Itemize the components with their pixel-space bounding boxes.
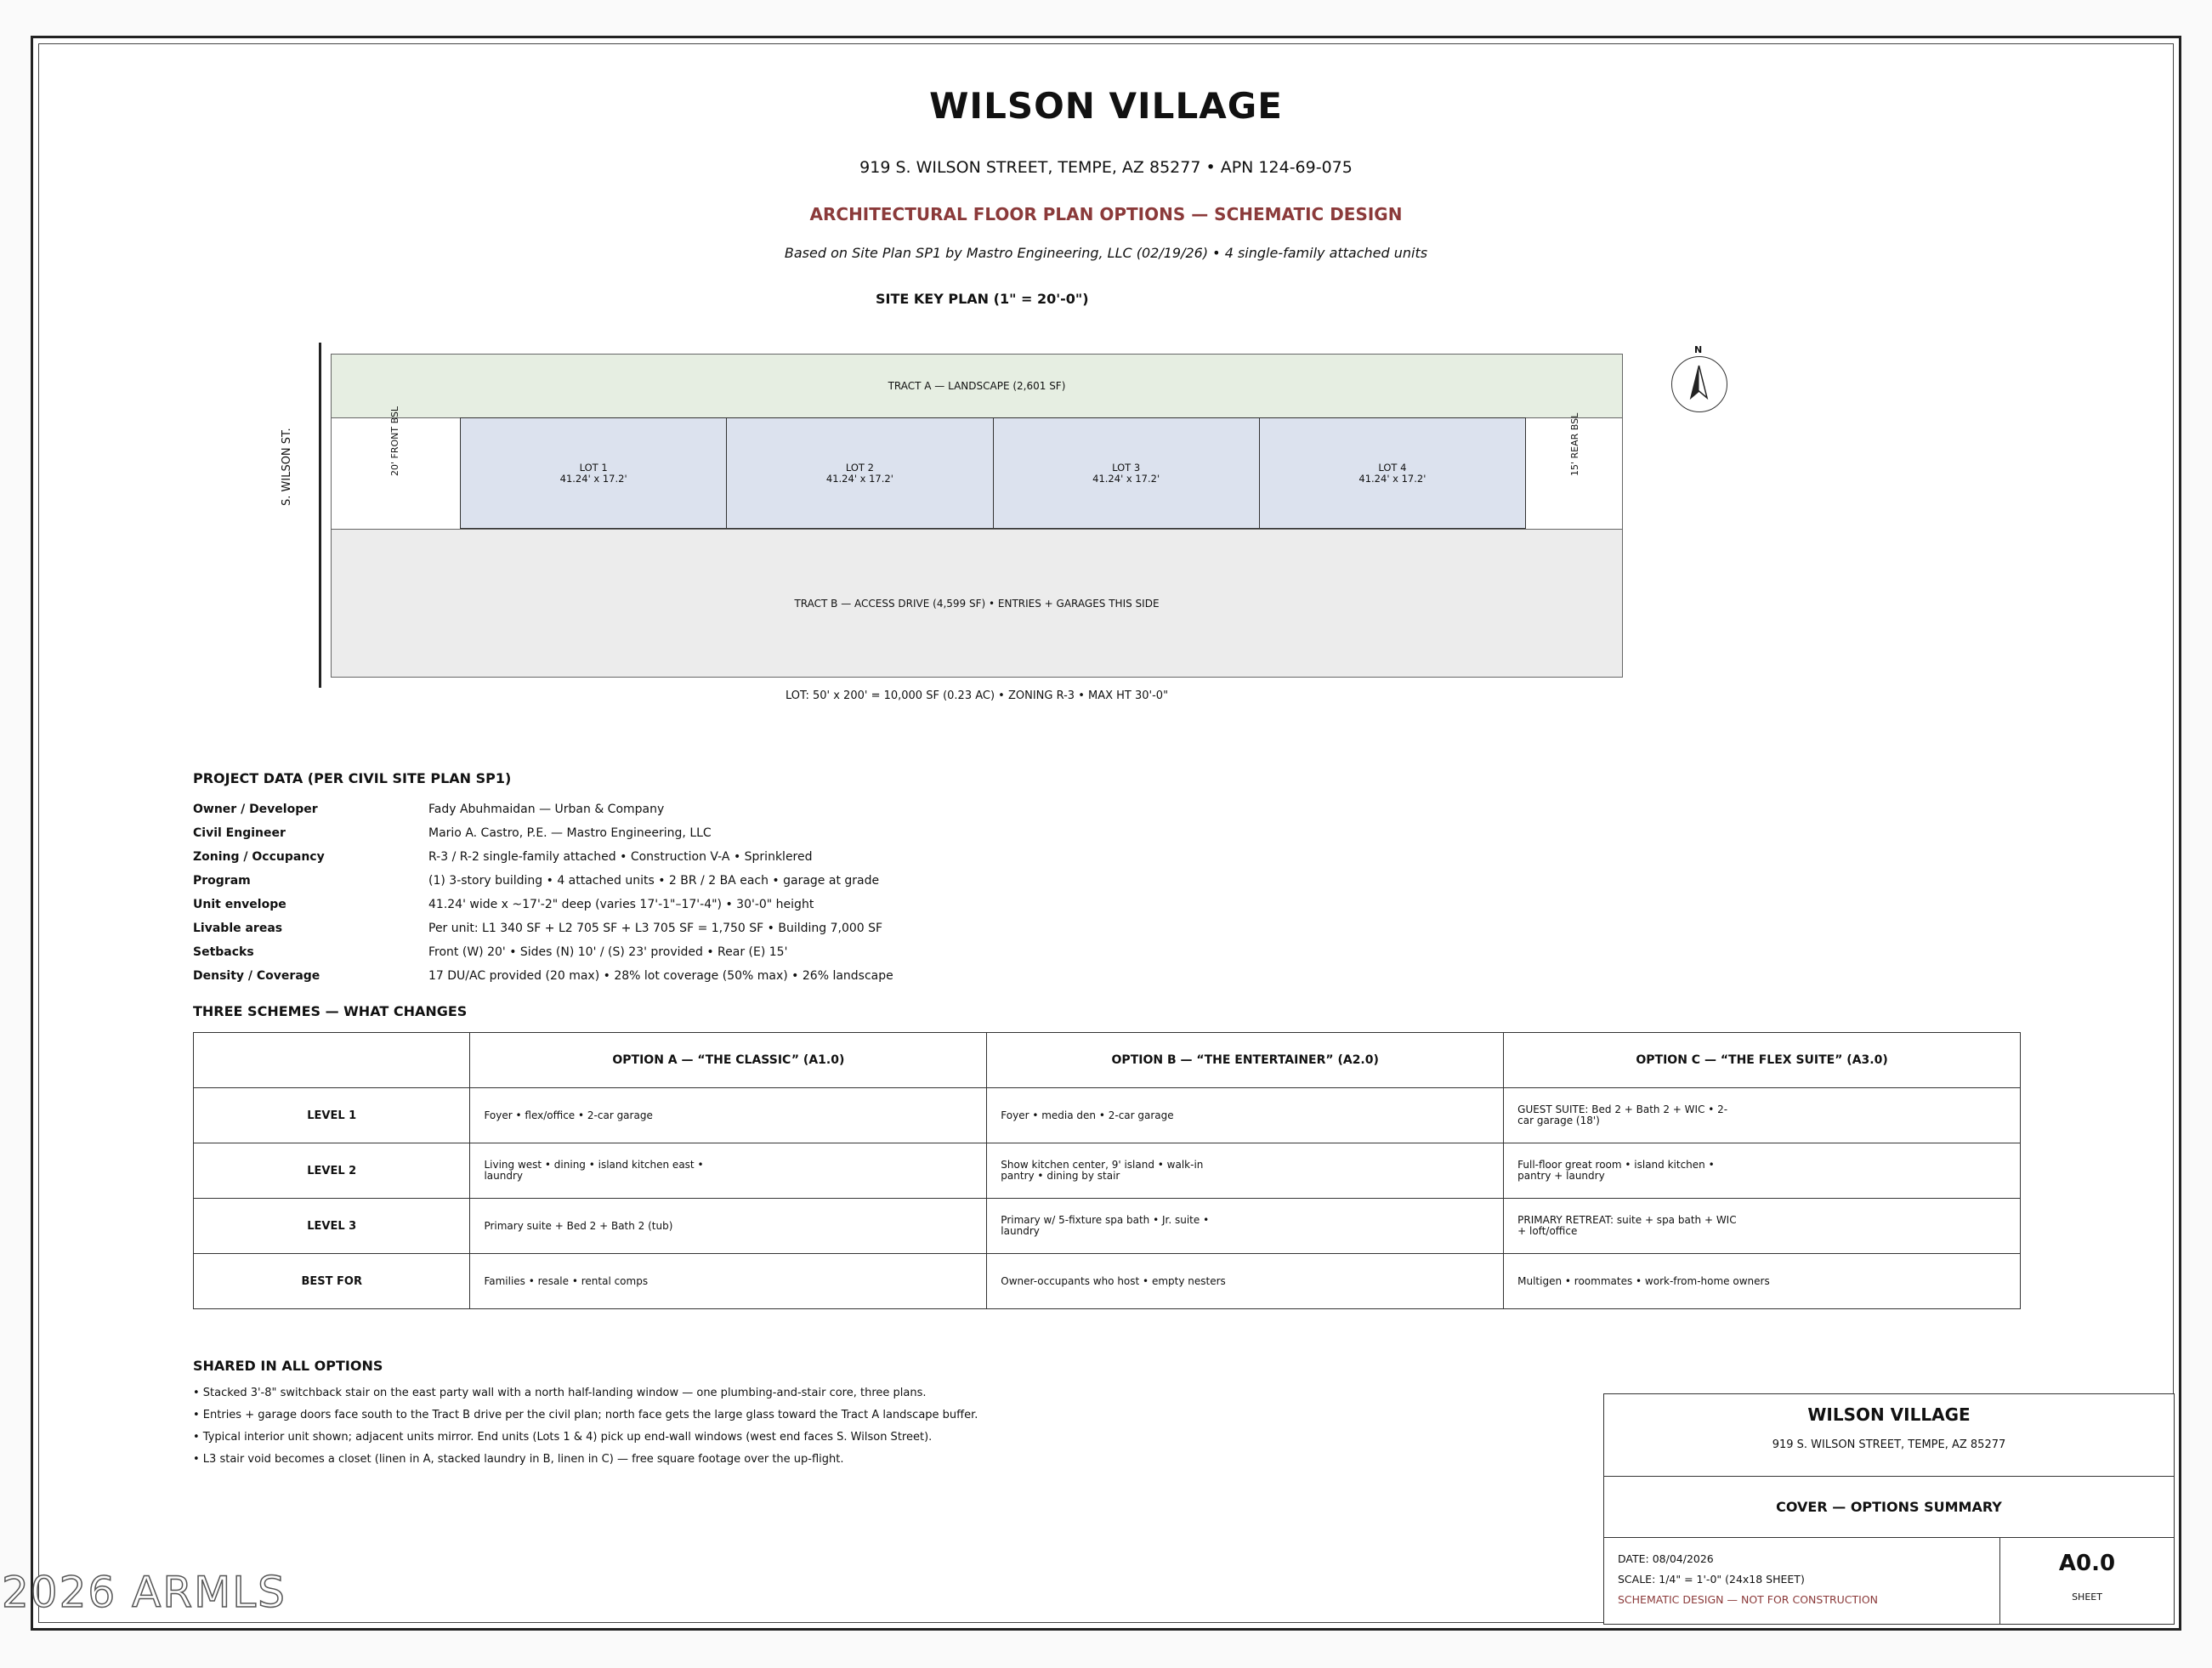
table-cell — [470, 1254, 987, 1309]
table-row — [194, 1088, 2021, 1143]
title-block-date: DATE: 08/04/2026 — [1618, 1552, 1714, 1565]
option-a-header: OPTION A — “THE CLASSIC” (A1.0) — [470, 1033, 987, 1088]
shared-item: • L3 stair void becomes a closet (linen in A, stacked laundry in B, linen in C) — free square footage over the up-flight. — [193, 1453, 844, 1466]
project-data-row — [193, 803, 664, 816]
tract-b-drive — [331, 529, 1623, 678]
cell-text: Multigen • roommates • work-from-home owners — [1517, 1274, 1770, 1287]
project-data-value: Fady Abuhmaidan — Urban & Company — [428, 803, 665, 816]
cell-text: Foyer • flex/office • 2-car garage — [484, 1109, 653, 1121]
table-row — [194, 1254, 2021, 1309]
site-key-plan-title: SITE KEY PLAN (1" = 20'-0") — [876, 291, 1089, 307]
armls-watermark: 2026 ARMLS — [2, 1568, 286, 1617]
project-data-label: Density / Coverage — [193, 969, 320, 983]
table-cell — [1504, 1143, 2021, 1199]
options-table — [193, 1032, 2021, 1309]
table-row — [194, 1143, 2021, 1199]
table-cell — [1504, 1088, 2021, 1143]
lot-3 — [994, 418, 1260, 528]
sheet-number: A0.0 — [2058, 1551, 2116, 1576]
title-block-sheet-title — [1604, 1476, 2174, 1538]
project-data-label: Setbacks — [193, 945, 254, 959]
title-block-address: 919 S. WILSON STREET, TEMPE, AZ 85277 — [1772, 1438, 2006, 1451]
cell-text: PRIMARY RETREAT: suite + spa bath + WIC + loft/office — [1517, 1214, 1737, 1237]
basis-note: Based on Site Plan SP1 by Mastro Engineering, LLC (02/19/26) • 4 single-family attached units — [784, 245, 1428, 261]
page-subtitle: ARCHITECTURAL FLOOR PLAN OPTIONS — SCHEMATIC DESIGN — [809, 204, 1403, 224]
table-cell — [987, 1143, 1504, 1199]
project-address: 919 S. WILSON STREET, TEMPE, AZ 85277 • APN 124-69-075 — [859, 158, 1353, 177]
cell-text: Owner-occupants who host • empty nesters — [1001, 1274, 1226, 1287]
rear-bsl-label: 15' REAR BSL — [1569, 412, 1580, 476]
project-data-row — [193, 945, 787, 959]
title-block-scale: SCALE: 1/4" = 1'-0" (24x18 SHEET) — [1618, 1573, 1805, 1586]
project-data-row — [193, 874, 879, 888]
table-cell — [987, 1254, 1504, 1309]
table-cell — [987, 1088, 1504, 1143]
project-data-label: Zoning / Occupancy — [193, 850, 325, 864]
title-block-status: SCHEMATIC DESIGN — NOT FOR CONSTRUCTION — [1618, 1593, 1879, 1606]
cell-text: Primary w/ 5-fixture spa bath • Jr. suite • laundry — [1001, 1214, 1210, 1237]
project-data-value: (1) 3-story building • 4 attached units • 2 BR / 2 BA each • garage at grade — [428, 874, 880, 888]
project-data-label: Unit envelope — [193, 898, 286, 911]
tract-a-label: TRACT A — LANDSCAPE (2,601 SF) — [888, 380, 1066, 392]
project-data-label: Civil Engineer — [193, 826, 286, 840]
row-label: LEVEL 3 — [194, 1199, 470, 1254]
lot-4 — [1260, 418, 1525, 528]
lot-size: 41.24' x 17.2' — [559, 472, 627, 485]
project-data-row — [193, 898, 814, 911]
shared-item: • Stacked 3'-8" switchback stair on the east party wall with a north half-landing window — one plumbing-and-stair core, three plans. — [193, 1387, 927, 1399]
table-cell — [1504, 1254, 2021, 1309]
lot-size: 41.24' x 17.2' — [1092, 472, 1160, 485]
row-label: LEVEL 1 — [194, 1088, 470, 1143]
lot-size: 41.24' x 17.2' — [1358, 472, 1426, 485]
shared-item: • Typical interior unit shown; adjacent units mirror. End units (Lots 1 & 4) pick up end-wall windows (west end faces S. Wilson Street). — [193, 1431, 933, 1444]
project-data-value: 17 DU/AC provided (20 max) • 28% lot coverage (50% max) • 26% landscape — [428, 969, 893, 983]
project-data-value: 41.24' wide x ~17'-2" deep (varies 17'-1"–17'-4") • 30'-0" height — [428, 898, 814, 911]
cell-text: Full-floor great room • island kitchen • pantry + laundry — [1517, 1159, 1715, 1182]
project-data-heading: PROJECT DATA (PER CIVIL SITE PLAN SP1) — [193, 770, 512, 786]
lots-row — [460, 417, 1526, 529]
option-b-header: OPTION B — “THE ENTERTAINER” (A2.0) — [987, 1033, 1504, 1088]
table-corner-cell — [194, 1033, 470, 1088]
street-line — [319, 343, 321, 688]
project-data-row — [193, 922, 882, 935]
table-cell — [470, 1143, 987, 1199]
street-label: S. WILSON ST. — [281, 428, 293, 506]
option-c-header: OPTION C — “THE FLEX SUITE” (A3.0) — [1504, 1033, 2021, 1088]
table-row — [194, 1199, 2021, 1254]
schemes-heading: THREE SCHEMES — WHAT CHANGES — [193, 1003, 468, 1019]
front-bsl-label: 20' FRONT BSL — [389, 406, 400, 476]
cell-text: Show kitchen center, 9' island • walk-in pantry • dining by stair — [1001, 1159, 1204, 1182]
cell-text: Foyer • media den • 2-car garage — [1001, 1109, 1174, 1121]
table-header-row — [194, 1033, 2021, 1088]
title-block-project: WILSON VILLAGE — [1807, 1404, 1971, 1425]
cell-text: Living west • dining • island kitchen east • laundry — [484, 1159, 704, 1182]
cell-text: GUEST SUITE: Bed 2 + Bath 2 + WIC • 2-car garage (18') — [1517, 1103, 1728, 1126]
table-cell — [1504, 1199, 2021, 1254]
project-data-label: Owner / Developer — [193, 803, 318, 816]
lot-name: LOT 1 — [579, 461, 608, 474]
cell-text: Families • resale • rental comps — [484, 1274, 649, 1287]
sheet-label: SHEET — [2072, 1591, 2102, 1603]
row-label: BEST FOR — [194, 1254, 470, 1309]
project-data-label: Program — [193, 874, 251, 888]
project-data-value: Mario A. Castro, P.E. — Mastro Engineering, LLC — [428, 826, 712, 840]
north-arrow-icon — [1671, 356, 1727, 412]
project-data-value: R-3 / R-2 single-family attached • Construction V-A • Sprinklered — [428, 850, 813, 864]
title-block-sheet — [2000, 1537, 2174, 1624]
lot-name: LOT 2 — [845, 461, 874, 474]
page-title: WILSON VILLAGE — [929, 85, 1283, 127]
lot-2 — [727, 418, 993, 528]
sheet-title-text: COVER — OPTIONS SUMMARY — [1776, 1498, 2002, 1515]
title-block-header — [1604, 1394, 2174, 1477]
cell-text: Primary suite + Bed 2 + Bath 2 (tub) — [484, 1219, 673, 1232]
shared-item: • Entries + garage doors face south to the Tract B drive per the civil plan; north face gets the large glass toward the Tract A landscape buffer. — [193, 1409, 978, 1421]
lot-1 — [461, 418, 727, 528]
project-data-row — [193, 969, 893, 983]
table-cell — [470, 1088, 987, 1143]
north-label: N — [1694, 344, 1703, 355]
lot-summary: LOT: 50' x 200' = 10,000 SF (0.23 AC) • ZONING R-3 • MAX HT 30'-0" — [785, 689, 1169, 702]
title-block-info — [1604, 1537, 2000, 1624]
lot-name: LOT 3 — [1112, 461, 1141, 474]
project-data-row — [193, 826, 712, 840]
row-label: LEVEL 2 — [194, 1143, 470, 1199]
table-cell — [987, 1199, 1504, 1254]
tract-a-landscape — [331, 354, 1623, 418]
tract-b-label: TRACT B — ACCESS DRIVE (4,599 SF) • ENTRIES + GARAGES THIS SIDE — [794, 597, 1160, 610]
lot-size: 41.24' x 17.2' — [825, 472, 893, 485]
shared-heading: SHARED IN ALL OPTIONS — [193, 1358, 383, 1374]
project-data-row — [193, 850, 813, 864]
table-cell — [470, 1199, 987, 1254]
project-data-value: Per unit: L1 340 SF + L2 705 SF + L3 705 SF = 1,750 SF • Building 7,000 SF — [428, 922, 883, 935]
title-block — [1603, 1393, 2175, 1625]
project-data-label: Livable areas — [193, 922, 283, 935]
lot-name: LOT 4 — [1378, 461, 1407, 474]
project-data-value: Front (W) 20' • Sides (N) 10' / (S) 23' provided • Rear (E) 15' — [428, 945, 788, 959]
